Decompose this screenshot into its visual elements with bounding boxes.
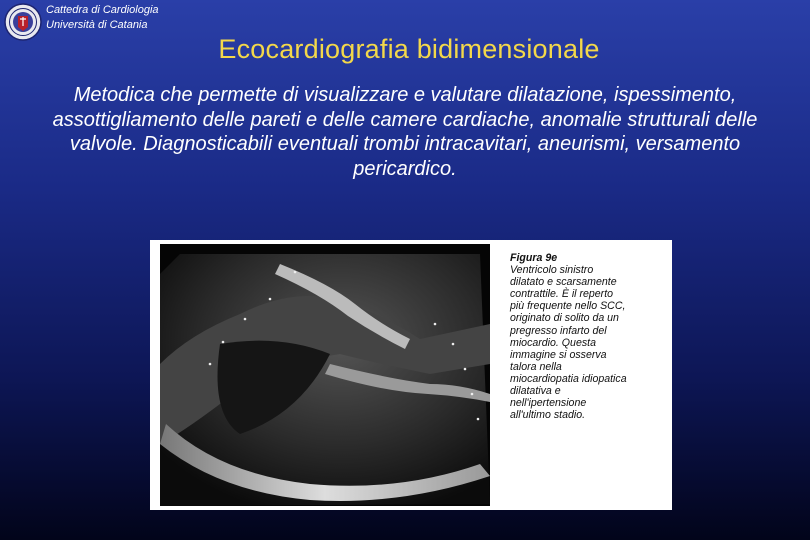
institution-line-2: Università di Catania: [46, 19, 148, 31]
slide-title: Ecocardiografia bidimensionale: [218, 34, 600, 64]
figure-caption-text: Ventricolo sinistro dilatato e scarsamente contrattile. È il reperto più frequente nello SCC, originato di solito da un pregresso infarto del miocardio. Questa immagine si osserva talora nella miocardiopatia idiopatica dilatativa e nell'ipertensione all'ultimo stadio.: [510, 264, 627, 422]
echocardiogram-image: [160, 244, 490, 506]
echocardiogram-figure: [150, 240, 672, 510]
figure-label: Figura 9e: [510, 252, 558, 264]
slide-body-text: Metodica che permette di visualizzare e valutare dilatazione, ispessimento, assottigliamento delle pareti e delle camere cardiache, anomalie strutturali delle valvole. Diagnosticabili eventuali trombi intracavitari, aneurismi, versamento pericardico.: [52, 84, 758, 180]
institution-label: [46, 3, 159, 33]
figure-caption: [510, 252, 670, 421]
institution-line-1: Cattedra di Cardiologia: [46, 4, 159, 16]
